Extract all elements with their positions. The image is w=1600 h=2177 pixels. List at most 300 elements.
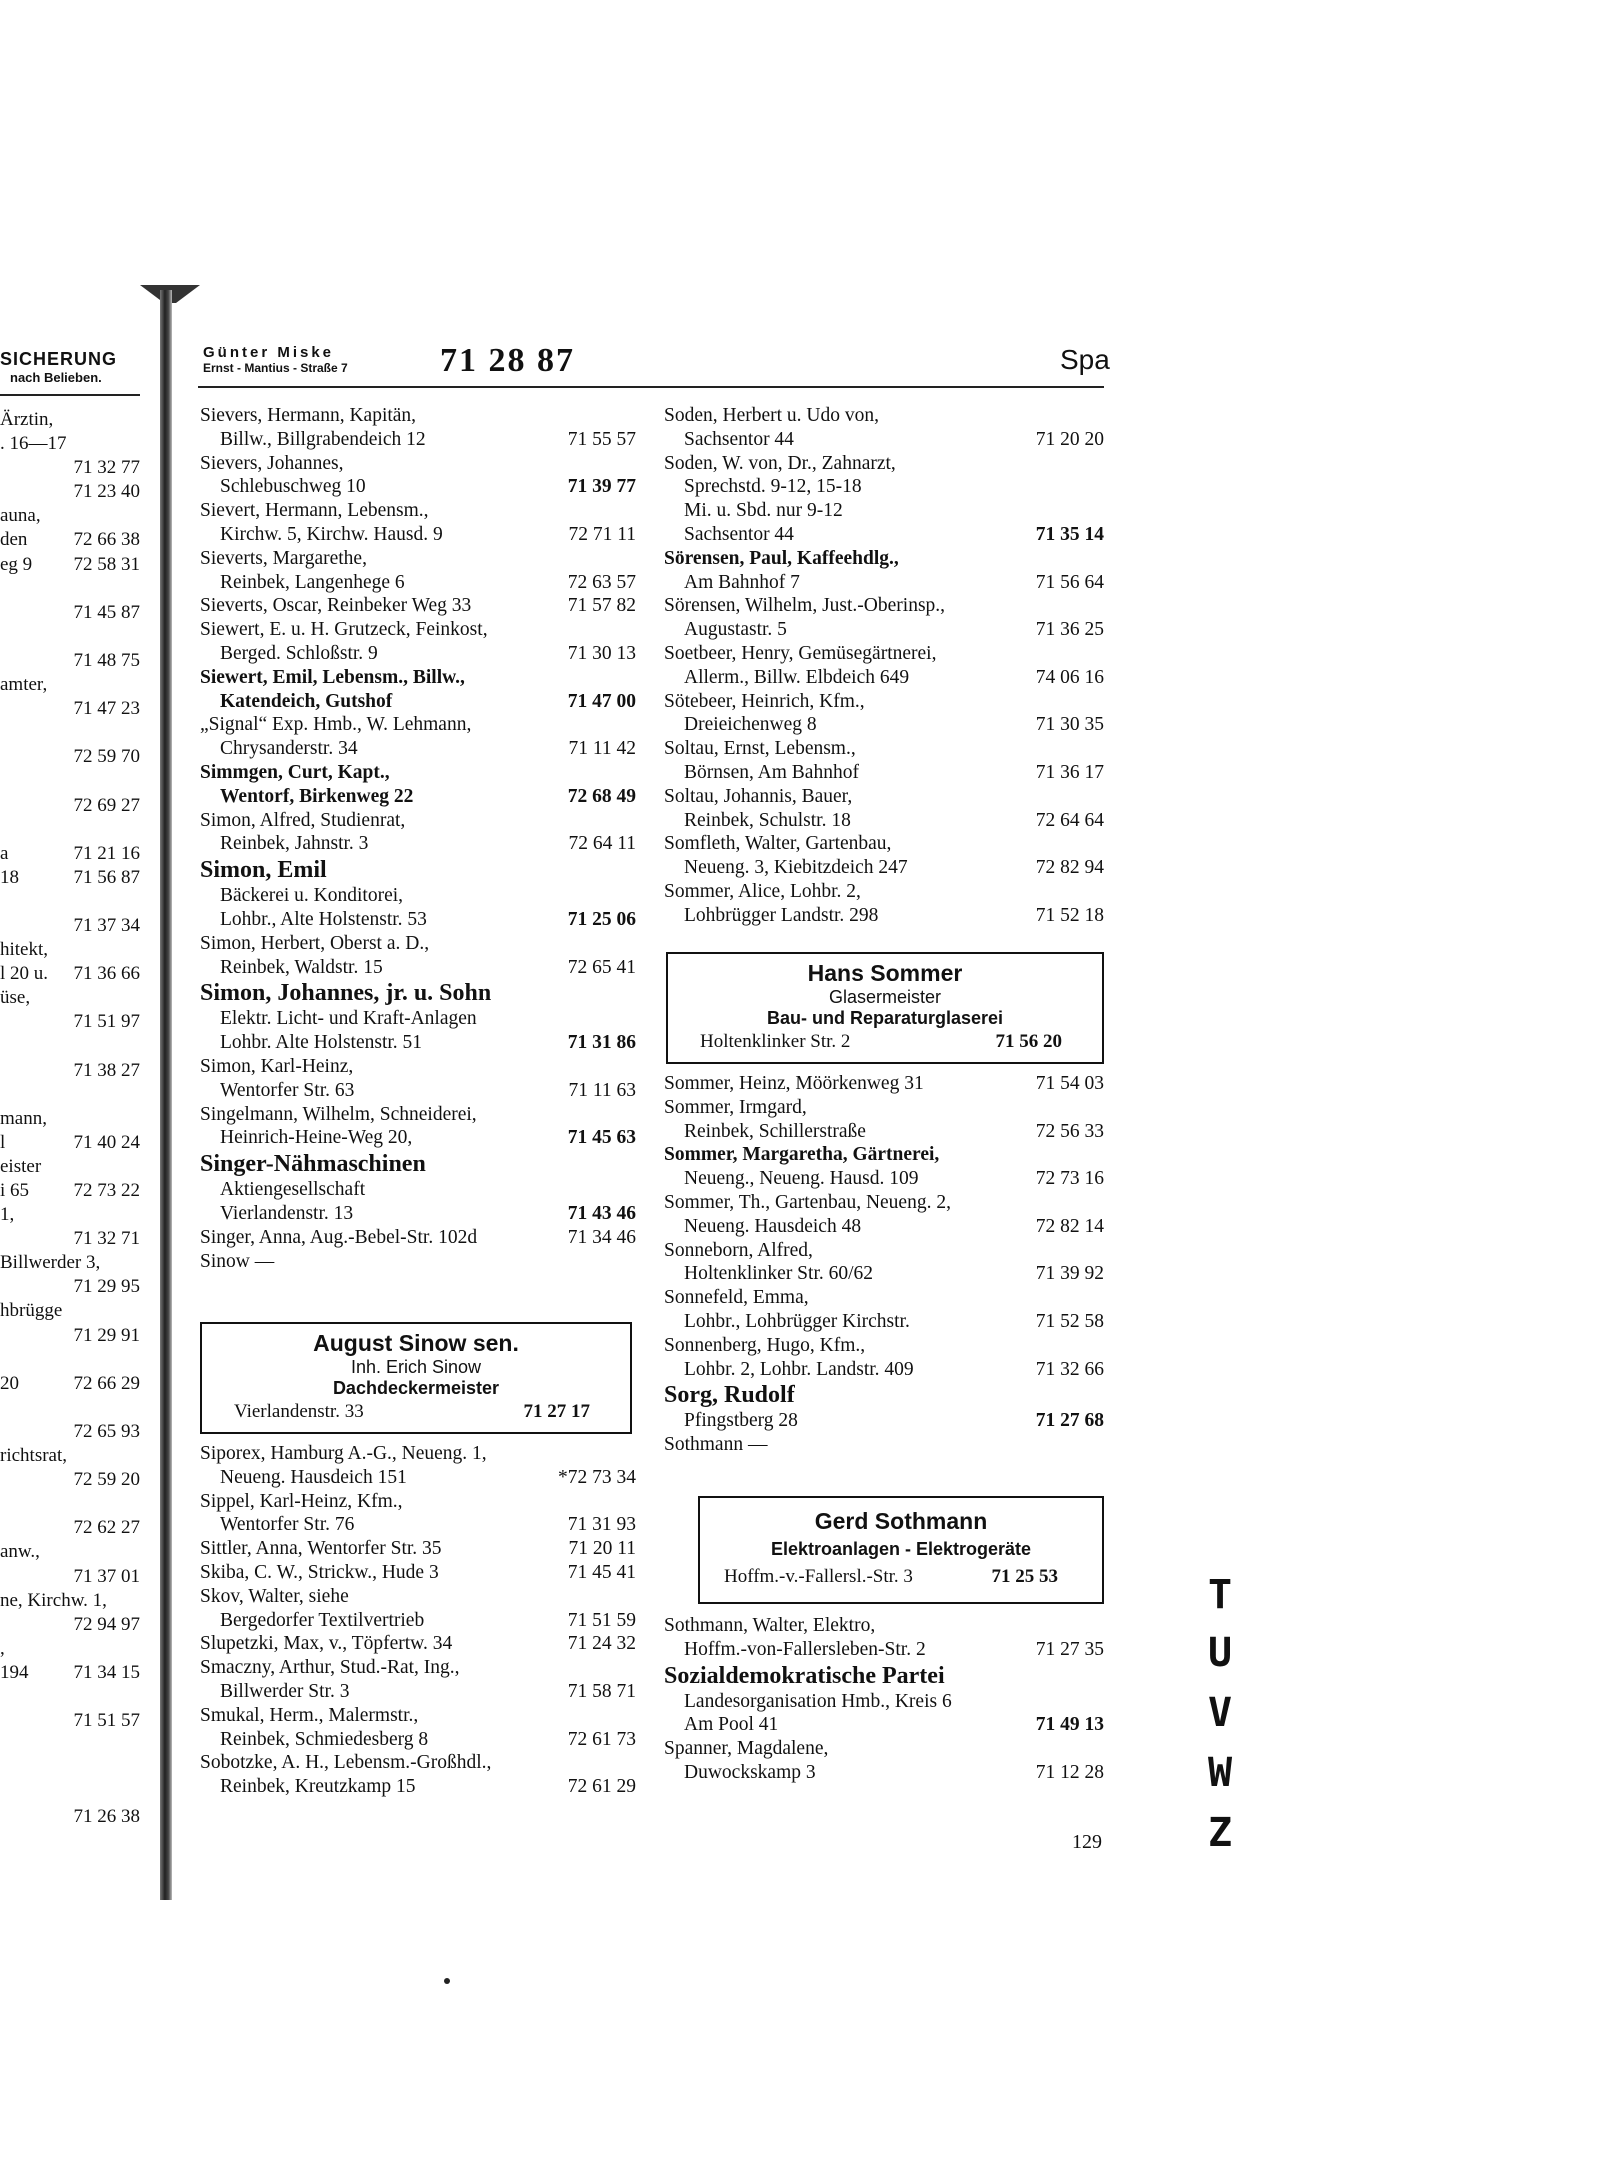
ad-sommer-line2: Bau- und Reparaturglaserei [766,1008,1004,1028]
entry-text: Katendeich, Gutshof [220,690,393,712]
fragment-line [0,745,150,769]
page-number: 129 [1072,1831,1102,1853]
entry-text: Reinbek, Waldstr. 15 [220,956,383,978]
fragment-phone: 71 51 57 [73,1710,140,1732]
fragment-phone: 71 37 01 [73,1565,140,1587]
entry-phone: 71 11 63 [568,1079,636,1101]
fragment-line [0,1083,150,1107]
fragment-line [0,818,150,842]
fragment-line [0,1661,150,1685]
directory-entry-line [200,1751,636,1775]
directory-entry-line [200,1585,636,1609]
fragment-text: eg 9 [0,553,33,575]
ad-sommer-title: Hans Sommer [807,960,963,986]
entry-text: Siewert, Emil, Lebensm., Billw., [200,666,465,688]
entry-text: Neueng. Hausdeich 151 [220,1466,407,1488]
fragment-phone: 72 65 93 [73,1420,140,1442]
ad-sinow-address: Vierlandenstr. 33 [234,1401,364,1422]
entry-text: Sprechstd. 9-12, 15-18 [684,476,862,498]
entry-phone: 72 65 41 [567,956,636,978]
entry-text: Neueng. 3, Kiebitzdeich 247 [684,857,908,879]
entry-text: Sommer, Margaretha, Gärtnerei, [664,1144,940,1166]
entry-phone: 71 58 71 [567,1680,636,1702]
entry-phone: 71 30 13 [567,642,636,664]
directory-entry-line [200,1079,636,1103]
fragment-phone: 72 66 29 [73,1372,140,1394]
directory-entry-line [200,618,636,642]
ad-box-sinow [200,1322,632,1434]
entry-phone: 71 43 46 [567,1202,636,1224]
entry-text: Reinbek, Schulstr. 18 [684,809,851,831]
directory-entry-line [664,713,1104,737]
entry-text: Smukal, Herm., Malermstr., [200,1704,419,1726]
fragment-line [0,1348,150,1372]
fragment-line [0,1203,150,1227]
fragment-text: 1, [0,1204,15,1226]
directory-entry-line [664,832,1104,856]
entry-text: Lohbr. 2, Lohbr. Landstr. 409 [684,1358,914,1380]
ad-sinow-line1: Inh. Erich Sinow [350,1357,482,1377]
directory-entry-line [664,1409,1104,1433]
entry-text: Heinrich-Heine-Weg 20, [220,1127,413,1149]
fragment-text: a [0,842,9,864]
fragment-line [0,769,150,793]
entry-phone: 71 11 42 [568,738,636,760]
fragment-phone: 71 34 15 [73,1661,140,1683]
entry-text: Simon, Johannes, jr. u. Sohn [200,980,492,1007]
entry-phone: 72 61 29 [567,1776,636,1798]
thumb-index-letter: Z [1208,1810,1233,1856]
directory-entry-line [664,856,1104,880]
directory-entry-line [200,1055,636,1079]
entry-text: Augustastr. 5 [684,619,787,641]
ad-sothmann-address: Hoffm.-v.-Fallersl.-Str. 3 [724,1566,913,1587]
directory-entry-line [200,979,636,1007]
directory-entry-line [200,932,636,956]
directory-entry-line [664,1262,1104,1286]
entry-phone: 72 68 49 [567,785,636,807]
entry-text: Neueng. Hausdeich 48 [684,1215,862,1237]
fragment-phone: 71 23 40 [73,481,140,503]
fragment-line [0,1613,150,1637]
ad-sothmann-row [724,1566,1058,1590]
fragment-line [0,504,150,528]
entry-phone: 71 45 41 [567,1561,636,1583]
fragment-line [0,1733,150,1757]
directory-entry-line [664,1381,1104,1409]
ad-box-sommer [666,952,1104,1064]
entry-text: Sörensen, Paul, Kaffeehdlg., [664,547,899,569]
entry-phone: 71 45 63 [567,1127,636,1149]
ad-sothmann-title: Gerd Sothmann [814,1508,988,1534]
fragment-phone: 72 73 22 [73,1180,140,1201]
fragment-text: 20 [0,1372,19,1394]
fragment-text: Ärztin, [0,409,54,430]
entry-phone: 71 31 93 [567,1514,636,1536]
directory-entry-line [200,1561,636,1585]
fragment-line [0,866,150,890]
fragment-phone: 72 58 31 [73,553,140,575]
entry-text: Sachsentor 44 [684,523,794,545]
entry-phone: 71 32 66 [1035,1358,1104,1380]
fragment-line [0,480,150,504]
entry-text: Sonnefeld, Emma, [664,1287,809,1309]
fragment-phone: 71 21 16 [73,842,140,864]
entry-text: Mi. u. Sbd. nur 9-12 [684,500,843,522]
directory-entry-line [664,475,1104,499]
fragment-line [0,1709,150,1733]
directory-entry-line [664,1662,1104,1690]
directory-entry-line [200,809,636,833]
directory-entry-line [664,618,1104,642]
fragment-phone: 71 32 71 [73,1228,140,1250]
entry-phone: 71 34 46 [567,1226,636,1248]
entry-text: Reinbek, Langenhege 6 [220,571,405,593]
entry-text: Dreieichenweg 8 [684,714,817,736]
entry-text: Sobotzke, A. H., Lebensm.-Großhdl., [200,1752,492,1774]
entry-text: Sonneborn, Alfred, [664,1239,813,1261]
directory-entry-line [200,1150,636,1178]
entry-phone: 71 20 11 [568,1538,636,1560]
entry-text: Singer, Anna, Aug.-Bebel-Str. 102d [200,1226,478,1248]
directory-entry-line [200,1775,636,1799]
left-header-rule [0,394,140,396]
entry-phone: 74 06 16 [1035,666,1104,688]
fragment-phone: 71 38 27 [73,1059,140,1081]
directory-entry-line [664,1120,1104,1144]
entry-text: Bäckerei u. Konditorei, [220,885,404,907]
directory-entry-line [200,571,636,595]
entry-text: Allerm., Billw. Elbdeich 649 [684,666,910,688]
directory-entry-line [664,1286,1104,1310]
fragment-text: mann, [0,1107,47,1129]
directory-entry-line [664,1761,1104,1785]
entry-text: Wentorfer Str. 76 [220,1514,355,1536]
fragment-line [0,1516,150,1540]
entry-text: Sothmann, Walter, Elektro, [664,1615,876,1636]
directory-entry-line [664,1713,1104,1737]
entry-text: Sittler, Anna, Wentorfer Str. 35 [200,1538,442,1560]
fragment-text: Billwerder 3, [0,1252,101,1274]
fragment-line [0,1757,150,1781]
directory-entry-line [664,571,1104,595]
directory-entry-line [200,1007,636,1031]
directory-entry-line [200,761,636,785]
entry-phone: 71 36 17 [1035,761,1104,783]
fragment-phone: 71 47 23 [73,698,140,720]
entry-text: Soden, W. von, Dr., Zahnarzt, [664,452,896,474]
directory-entry-line [200,1031,636,1055]
directory-entry-line [664,499,1104,523]
fragment-line [0,456,150,480]
fragment-line [0,1637,150,1661]
fragment-phone: 72 66 38 [73,529,140,551]
directory-entry-line [200,452,636,476]
directory-entry-line [200,1202,636,1226]
entry-text: Börnsen, Am Bahnhof [684,761,859,783]
directory-entry-line [664,452,1104,476]
left-header-line2: nach Belieben. [10,370,102,385]
fragment-text: ne, Kirchw. 1, [0,1589,107,1611]
fragment-line [0,938,150,962]
directory-entry-line [200,1466,636,1490]
entry-text: Spanner, Magdalene, [664,1738,829,1760]
directory-entry-line [200,404,636,428]
fragment-text: richtsrat, [0,1445,68,1467]
fragment-line [0,601,150,625]
fragment-line [0,432,150,456]
directory-entry-line [200,1178,636,1202]
fragment-text: . 16—17 [0,433,67,455]
directory-entry-line [200,499,636,523]
entry-text: Singer-Nähmaschinen [200,1151,426,1178]
fragment-line [0,1131,150,1155]
fragment-line [0,962,150,986]
directory-entry-line [200,956,636,980]
fragment-line [0,649,150,673]
directory-entry-line [200,1442,636,1466]
fragment-phone: 71 51 97 [73,1011,140,1033]
entry-phone: 71 47 00 [567,690,636,712]
fragment-text: l [0,1131,6,1153]
entry-phone: 71 55 57 [567,428,636,450]
left-page-header [0,349,140,385]
fragment-line [0,1107,150,1131]
fragment-phone: 72 59 70 [73,746,140,768]
entry-phone: 72 82 14 [1035,1215,1104,1237]
fragment-phone: 71 29 91 [73,1324,140,1346]
entry-phone: 71 52 18 [1035,904,1104,926]
entry-text: Sommer, Heinz, Möörkenweg 31 [664,1073,924,1094]
fragment-line [0,577,150,601]
fragment-phone: 71 26 38 [73,1806,140,1828]
fragment-line [0,625,150,649]
entry-text: Sievert, Hermann, Lebensm., [200,500,429,522]
fragment-phone: 71 29 95 [73,1276,140,1298]
fragment-line [0,1010,150,1034]
column-1-entries-continued [200,1442,636,1799]
entry-text: Lohbr., Lohbrügger Kirchstr. [684,1310,910,1332]
column-2-entries [664,404,1104,928]
entry-text: Chrysanderstr. 34 [220,738,358,760]
entry-text: Sonnenberg, Hugo, Kfm., [664,1334,866,1356]
ad-sommer-phone: 71 56 20 [995,1031,1062,1052]
fragment-line [0,986,150,1010]
entry-text: Sommer, Alice, Lohbr. 2, [664,880,861,902]
ad-sothmann-phone: 71 25 53 [991,1566,1058,1587]
directory-entry-line [664,594,1104,618]
fragment-text: eister [0,1155,42,1177]
entry-text: Sieverts, Oscar, Reinbeker Weg 33 [200,595,472,617]
left-page-fragment [0,408,150,1830]
directory-entry-line [664,404,1104,428]
header-ad-address: Ernst - Mantius - Straße 7 [203,361,348,375]
entry-text: Simon, Karl-Heinz, [200,1055,354,1077]
directory-entry-line [200,1126,636,1150]
entry-phone: 71 30 35 [1035,714,1104,736]
fragment-phone: 71 37 34 [73,914,140,936]
entry-text: Wentorf, Birkenweg 22 [220,785,414,807]
thumb-index-letter: U [1208,1630,1233,1676]
entry-text: Billw., Billgrabendeich 12 [220,428,426,450]
entry-text: Sippel, Karl-Heinz, Kfm., [200,1490,403,1512]
entry-phone: 71 12 28 [1035,1761,1104,1783]
fragment-line [0,1468,150,1492]
entry-text: Neueng., Neueng. Hausd. 109 [684,1168,919,1190]
header-ad-name: Günter Miske [203,344,335,361]
directory-entry-line [664,690,1104,714]
directory-entry-line [200,1632,636,1656]
entry-phone: 72 73 16 [1035,1168,1104,1190]
fragment-line [0,1396,150,1420]
entry-text: Reinbek, Kreutzkamp 15 [220,1776,416,1798]
fragment-line [0,890,150,914]
entry-phone: 71 27 68 [1035,1410,1104,1432]
entry-text: Landesorganisation Hmb., Kreis 6 [684,1690,952,1712]
entry-text: Siewert, E. u. H. Grutzeck, Feinkost, [200,619,488,641]
entry-text: Sachsentor 44 [684,428,794,450]
column-2-entries-continued [664,1072,1104,1457]
directory-entry-line [200,428,636,452]
entry-text: Simmgen, Curt, Kapt., [200,761,390,783]
entry-text: Elektr. Licht- und Kraft-Anlagen [220,1008,477,1030]
fragment-phone: 72 59 20 [73,1469,140,1491]
entry-text: Smaczny, Arthur, Stud.-Rat, Ing., [200,1657,460,1679]
directory-entry-line [200,908,636,932]
fragment-line [0,553,150,577]
entry-phone: 71 52 58 [1035,1310,1104,1332]
entry-text: Simon, Emil [200,857,327,884]
directory-entry-line [200,1513,636,1537]
entry-phone: 71 56 64 [1035,571,1104,593]
entry-text: Holtenklinker Str. 60/62 [684,1263,874,1285]
ad-sinow-title: August Sinow sen. [313,1330,519,1356]
fragment-line [0,1805,150,1829]
fragment-text: 18 [0,866,19,888]
fragment-line [0,1372,150,1396]
entry-text: Singelmann, Wilhelm, Schneiderei, [200,1103,477,1125]
directory-entry-line [664,1239,1104,1263]
entry-phone: 71 57 82 [567,595,636,617]
entry-phone: 71 39 77 [567,476,636,498]
ad-sommer-address: Holtenklinker Str. 2 [700,1031,851,1052]
entry-text: Simon, Herbert, Oberst a. D., [200,932,430,954]
entry-text: Bergedorfer Textilvertrieb [220,1609,425,1631]
entry-phone: 72 71 11 [568,523,636,545]
directory-entry-line [200,713,636,737]
entry-text: Sötebeer, Heinrich, Kfm., [664,690,865,712]
entry-text: Sievers, Johannes, [200,452,344,474]
directory-entry-line [200,642,636,666]
fragment-phone: 71 45 87 [73,601,140,623]
entry-text: Soltau, Ernst, Lebensm., [664,738,856,760]
directory-entry-line [664,1614,1104,1638]
directory-entry-line [200,832,636,856]
directory-entry-line [664,547,1104,571]
directory-entry-line [200,1226,636,1250]
entry-phone: 72 56 33 [1035,1120,1104,1142]
entry-phone: 71 35 14 [1035,523,1104,545]
fragment-line [0,408,150,432]
directory-entry-line [664,1143,1104,1167]
entry-text: Skov, Walter, siehe [200,1585,349,1607]
directory-entry-line [664,737,1104,761]
directory-entry-line [200,1704,636,1728]
entry-text: Billwerder Str. 3 [220,1680,350,1702]
entry-text: Skiba, C. W., Strickw., Hude 3 [200,1561,439,1583]
column-1-entries [200,404,636,1273]
entry-text: Sörensen, Wilhelm, Just.-Oberinsp., [664,595,946,617]
directory-entry-line [200,1680,636,1704]
fragment-line [0,1685,150,1709]
directory-entry-line [664,1433,1104,1457]
directory-entry-line [664,1638,1104,1662]
entry-text: Sorg, Rudolf [664,1382,795,1409]
entry-phone: 71 24 32 [567,1633,636,1655]
fragment-line [0,1420,150,1444]
directory-entry-line [664,428,1104,452]
stray-mark [444,1978,450,1984]
directory-entry-line [664,904,1104,928]
fragment-line [0,1251,150,1275]
entry-text: Sommer, Th., Gartenbau, Neueng. 2, [664,1191,951,1213]
directory-entry-line [664,523,1104,547]
fragment-line [0,528,150,552]
fragment-line [0,1034,150,1058]
ad-sinow-row [234,1401,590,1425]
entry-phone: 71 27 35 [1035,1638,1104,1660]
entry-text: Duwockskamp 3 [684,1761,816,1783]
directory-entry-line [200,547,636,571]
entry-phone: 71 49 13 [1035,1714,1104,1736]
directory-entry-line [200,1728,636,1752]
entry-text: Am Bahnhof 7 [684,571,800,593]
entry-text: Lohbr., Alte Holstenstr. 53 [220,908,427,930]
fragment-text: auna, [0,505,41,527]
directory-entry-line [664,1334,1104,1358]
fragment-line [0,1275,150,1299]
directory-entry-line [664,642,1104,666]
fragment-text: , [0,1637,5,1659]
entry-text: Reinbek, Schmiedesberg 8 [220,1728,429,1750]
entry-phone: 71 25 06 [567,908,636,930]
ad-sommer-row [700,1031,1062,1055]
entry-text: Berged. Schloßstr. 9 [220,642,378,664]
entry-text: Slupetzki, Max, v., Töpfertw. 34 [200,1633,453,1655]
entry-text: Wentorfer Str. 63 [220,1079,355,1101]
directory-entry-line [200,594,636,618]
entry-phone: 72 64 64 [1035,809,1104,831]
fragment-phone: 71 48 75 [73,649,140,671]
fragment-text: 194 [0,1661,29,1683]
fragment-text: hbrügge [0,1300,63,1322]
directory-entry-line [664,785,1104,809]
ad-sothmann-line1: Elektroanlagen - Elektrogeräte [770,1539,1032,1559]
entry-phone: 72 64 11 [568,833,636,855]
column-2-entries-final [664,1614,1104,1785]
directory-entry-line [664,809,1104,833]
fragment-line [0,673,150,697]
entry-text: Simon, Alfred, Studienrat, [200,809,406,831]
fragment-line [0,1299,150,1323]
fragment-phone: 72 62 27 [73,1517,140,1539]
entry-text: Soltau, Johannis, Bauer, [664,785,853,807]
fragment-line [0,1155,150,1179]
entry-text: Pfingstberg 28 [684,1410,798,1432]
fragment-line [0,697,150,721]
directory-entry-line [664,880,1104,904]
directory-entry-line [200,1609,636,1633]
